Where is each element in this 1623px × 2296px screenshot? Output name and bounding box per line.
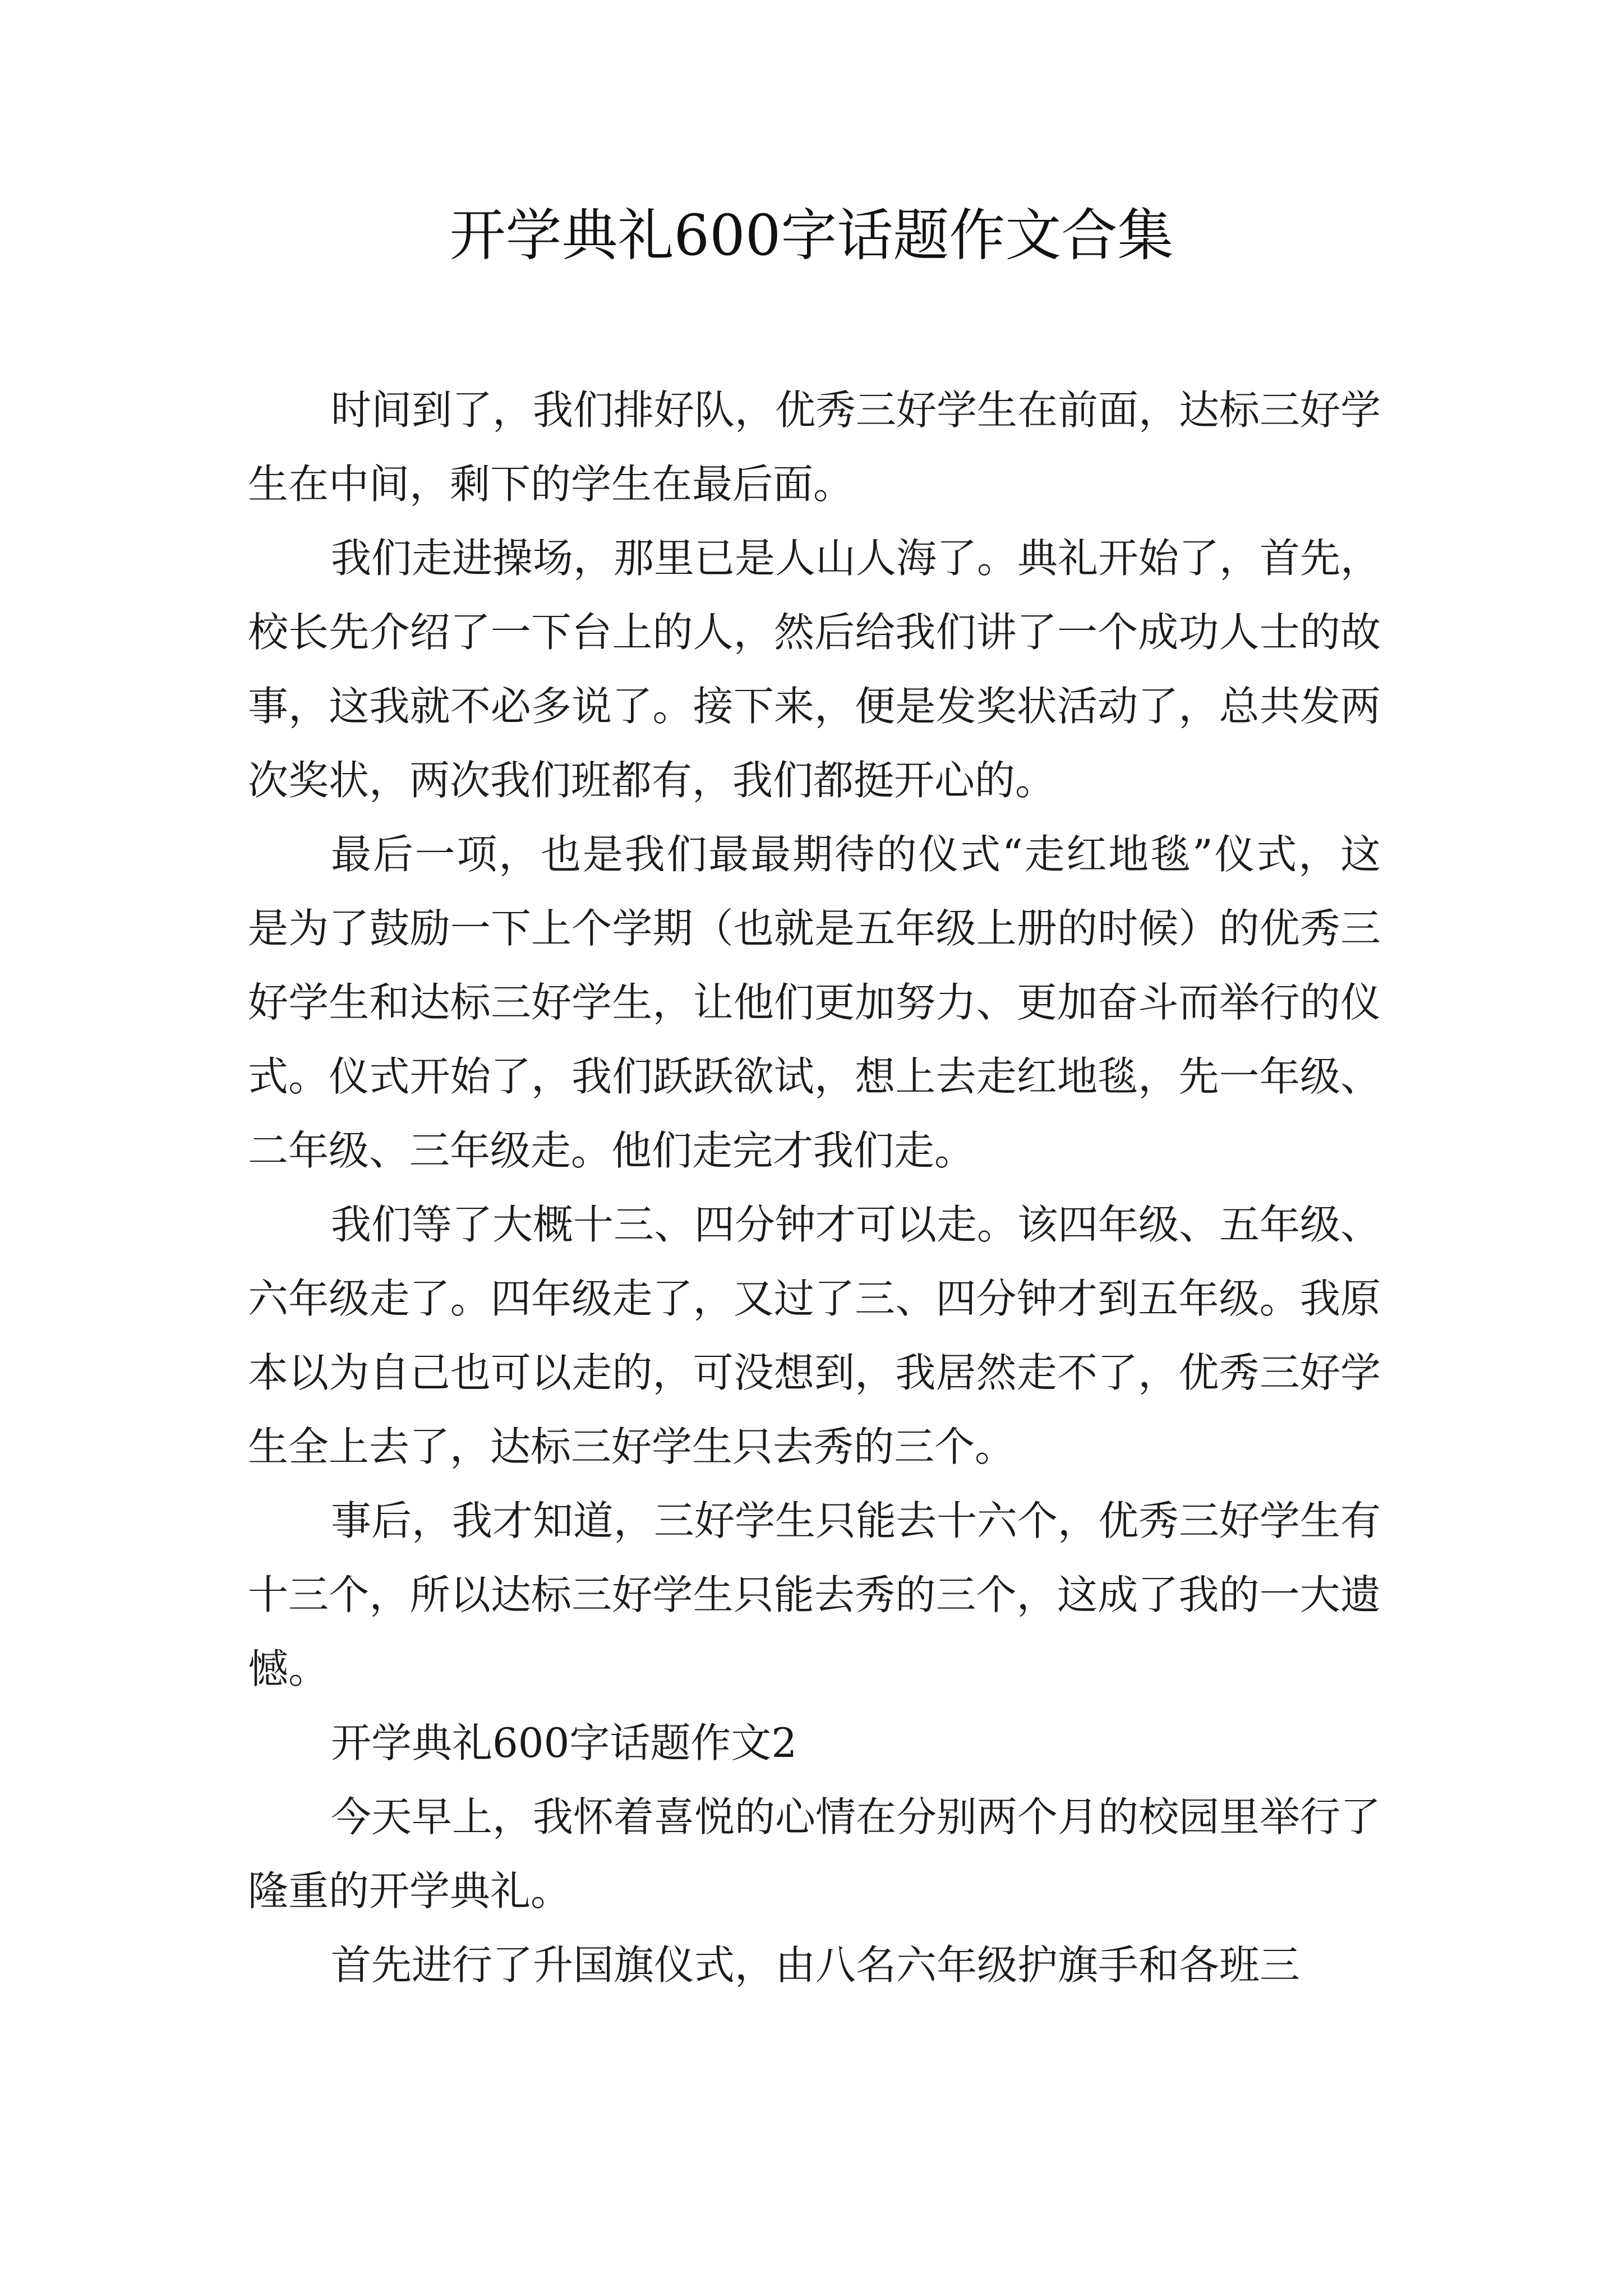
- document-body: [248, 373, 1381, 2002]
- paragraph: 事后，我才知道，三好学生只能去十六个，优秀三好学生有十三个，所以达标三好学生只能去秀的三个，这成了我的一大遗憾。: [248, 1497, 1381, 1692]
- paragraph: 今天早上，我怀着喜悦的心情在分别两个月的校园里举行了隆重的开学典礼。: [248, 1793, 1381, 1915]
- paragraph: 最后一项，也是我们最最期待的仪式“走红地毯”仪式，这是为了鼓励一下上个学期（也就是五年级上册的时候）的优秀三好学生和达标三好学生，让他们更加努力、更加奋斗而举行的仪式。仪式开始了，我们跃跃欲试，想上去走红地毯，先一年级、二年级、三年级走。他们走完才我们走。: [248, 831, 1381, 1174]
- paragraph: 我们等了大概十三、四分钟才可以走。该四年级、五年级、六年级走了。四年级走了，又过了三、四分钟才到五年级。我原本以为自己也可以走的，可没想到，我居然走不了，优秀三好学生全上去了，达标三好学生只去秀的三个。: [248, 1201, 1381, 1470]
- section-heading: 开学典礼600字话题作文2: [331, 1719, 797, 1766]
- paragraph: 时间到了，我们排好队，优秀三好学生在前面，达标三好学生在中间，剩下的学生在最后面。: [248, 386, 1381, 508]
- paragraph: 我们走进操场，那里已是人山人海了。典礼开始了，首先，校长先介绍了一下台上的人，然后给我们讲了一个成功人士的故事，这我就不必多说了。接下来，便是发奖状活动了，总共发两次奖状，两次我们班都有，我们都挺开心的。: [248, 535, 1381, 804]
- paragraph: 首先进行了升国旗仪式，由八名六年级护旗手和各班三: [331, 1941, 1301, 1989]
- document-title: 开学典礼600字话题作文合集: [449, 203, 1174, 268]
